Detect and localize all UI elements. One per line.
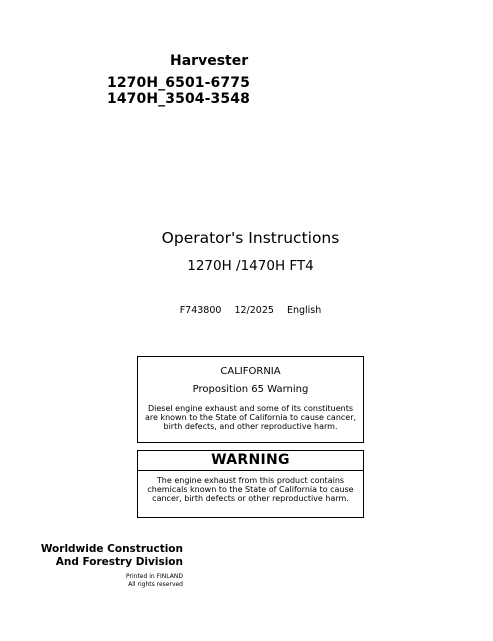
- product-title: Harvester: [170, 53, 249, 69]
- document-title: Operator's Instructions: [161, 229, 340, 247]
- printed-in: Printed in FINLAND: [126, 573, 183, 580]
- division-name-line1: Worldwide Construction: [40, 543, 183, 555]
- model-range-1270h: 1270H_6501-6775: [107, 75, 250, 91]
- document-subtitle: 1270H /1470H FT4: [187, 258, 314, 274]
- warning-text: The engine exhaust from this product contains chemicals known to the State of California to cause cancer, birth defects or other reproductive harm.: [147, 476, 354, 503]
- california-title: CALIFORNIA: [220, 366, 281, 377]
- document-meta: [0, 305, 493, 316]
- document-date: 12/2025: [234, 305, 274, 316]
- rights-notice: All rights reserved: [128, 581, 183, 588]
- prop65-text: Diesel engine exhaust and some of its constituents are known to the State of California to cause cancer, birth defects, and other reproductive harm.: [144, 404, 357, 431]
- division-name-line2: And Forestry Division: [55, 556, 183, 568]
- warning-heading: WARNING: [138, 451, 363, 471]
- document-code: F743800: [179, 305, 222, 316]
- prop65-title: Proposition 65 Warning: [192, 384, 309, 395]
- california-prop65-box: [137, 356, 364, 443]
- document-language: English: [286, 305, 322, 316]
- model-range-1470h: 1470H_3504-3548: [107, 91, 250, 107]
- warning-box: [137, 450, 364, 518]
